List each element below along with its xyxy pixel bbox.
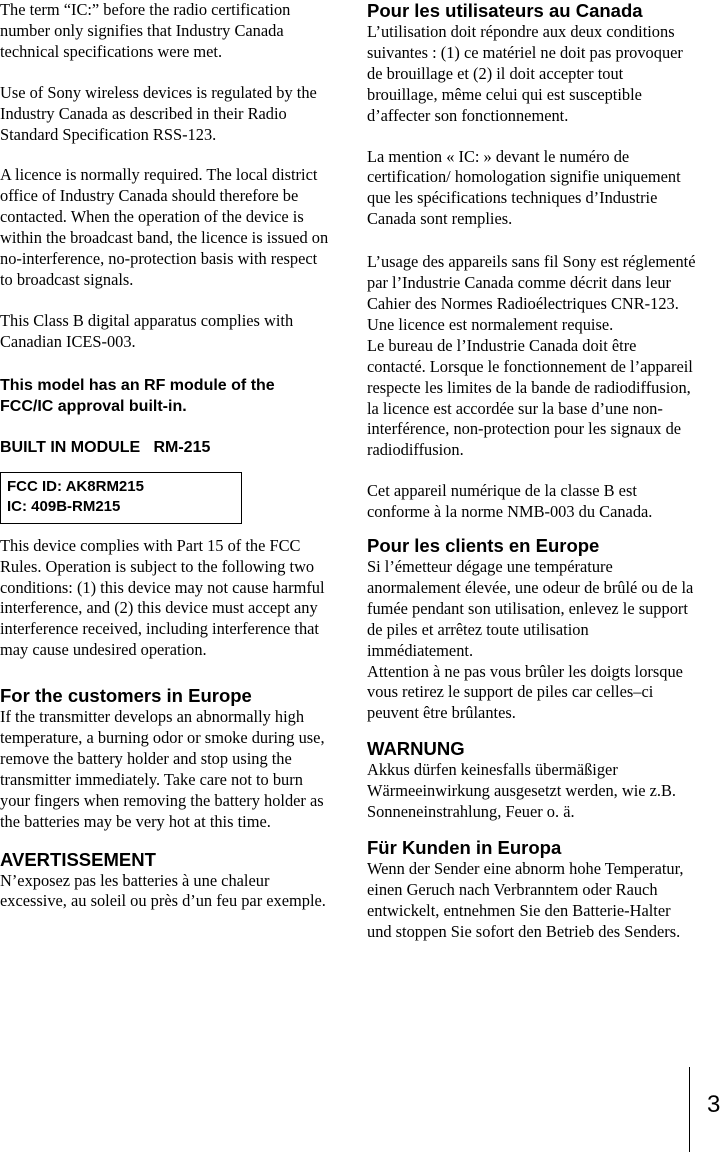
europe-fr-paragraph-1: Si l’émetteur dégage une température anormalement élevée, une odeur de brûlé ou de la fumée pendant son utilisation, enlevez le support de piles et arrêtez toute utilisation immédiatement.	[367, 557, 694, 660]
sony-wireless-paragraph: Use of Sony wireless devices is regulated by the Industry Canada as described in their Radio Standard Specification RSS-123.	[0, 82, 317, 144]
canada-paragraph-4: Cet appareil numérique de la classe B est conforme à la norme NMB-003 du Canada.	[367, 481, 653, 522]
canada-paragraph-2: La mention « IC: » devant le numéro de certification/ homologation signifie uniquement que les spécifications techniques d’Industrie Canada sont remplies.	[367, 146, 681, 229]
licence-paragraph: A licence is normally required. The local district office of Industry Canada should therefore be contacted. When the operation of the device is within the broadcast band, the licence is issued on no-interference, no-protection basis with respect to broadcast signals.	[0, 165, 329, 289]
built-in-module-label: BUILT IN MODULE RM-215	[0, 438, 211, 456]
fcc-id: FCC ID: AK8RM215	[7, 477, 144, 495]
europe-fr-heading: Pour les clients en Europe	[367, 535, 600, 557]
canada-paragraph-1: L’utilisation doit répondre aux deux conditions suivantes : (1) ce matériel ne doit pas provoquer de brouillage et (2) il doit accepter tout brouillage, même celui qui est susceptible d’affecter son fonctionnement.	[367, 22, 683, 125]
europe-paragraph: If the transmitter develops an abnormally high temperature, a burning odor or smoke during use, remove the battery holder and stop using the transmitter immediately. Take care not to burn your fingers when removing the battery holder as the batteries may be very hot at this time.	[0, 707, 325, 831]
europe-heading: For the customers in Europe	[0, 685, 252, 707]
canada-paragraph-3b: Une licence est normalement requise.	[367, 314, 614, 334]
avertissement-heading: AVERTISSEMENT	[0, 848, 156, 870]
canada-heading: Pour les utilisateurs au Canada	[367, 0, 643, 21]
left-column	[0, 0, 330, 912]
warnung-paragraph: Akkus dürfen keinesfalls übermäßiger Wärmeeinwirkung ausgesetzt werden, wie z.B. Sonneneinstrahlung, Feuer o. ä.	[367, 760, 677, 822]
right-column	[367, 0, 697, 943]
fcc-ic-id-box	[0, 472, 242, 524]
part15-paragraph: This device complies with Part 15 of the FCC Rules. Operation is subject to the following two conditions: (1) this device may not cause harmful interference, and (2) this device must accept any interference received, including interference that may cause undesired operation.	[0, 535, 325, 660]
kunden-heading: Für Kunden in Europa	[367, 837, 562, 858]
canada-paragraph-3a: L’usage des appareils sans fil Sony est réglementé par l’Industrie Canada comme décrit dans leur Cahier des Normes Radioélectriques CNR-123.	[367, 252, 696, 313]
page-number: 3	[707, 1091, 720, 1118]
ic-id: IC: 409B-RM215	[7, 497, 121, 515]
europe-fr-paragraph-2: Attention à ne pas vous brûler les doigts lorsque vous retirez le support de piles car celles–ci peuvent être brûlantes.	[367, 661, 683, 723]
rf-module-note: This model has an RF module of the FCC/IC approval built-in.	[0, 376, 275, 415]
page-number-rule	[689, 1067, 690, 1152]
warnung-heading: WARNUNG	[367, 738, 465, 760]
canada-paragraph-3c: Le bureau de l’Industrie Canada doit être contacté. Lorsque le fonctionnement de l’appareil respecte les limites de la bande de radiodiffusion, la licence est accordée sur la base d’une non-interférence, non-protection pour les signaux de radiodiffusion.	[367, 335, 693, 460]
class-b-paragraph: This Class B digital apparatus complies with Canadian ICES-003.	[0, 310, 294, 351]
kunden-paragraph: Wenn der Sender eine abnorm hohe Temperatur, einen Geruch nach Verbranntem oder Rauch entwickelt, entnehmen Sie den Batterie-Halter und stoppen Sie sofort den Betrieb des Senders.	[367, 859, 684, 941]
ic-term-paragraph: The term “IC:” before the radio certification number only signifies that Industry Canada technical specifications were met.	[0, 0, 291, 61]
avertissement-paragraph: N’exposez pas les batteries à une chaleur excessive, au soleil ou près d’un feu par exemple.	[0, 870, 326, 911]
